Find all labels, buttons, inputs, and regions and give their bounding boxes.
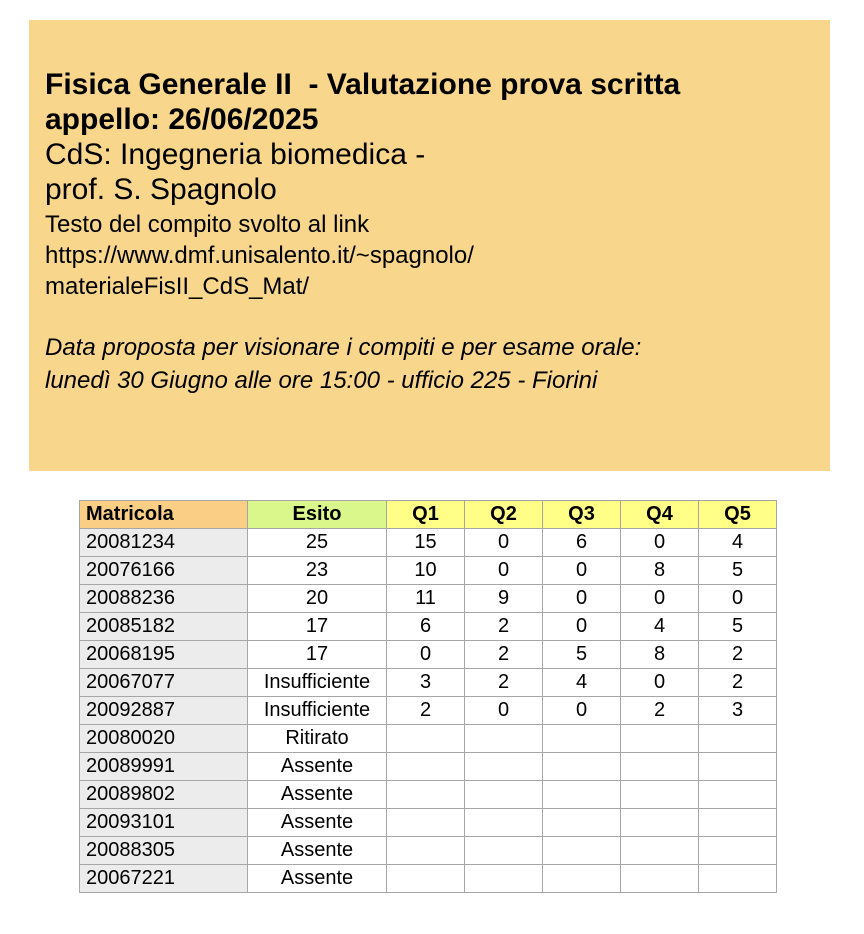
link-url-line-2[interactable]: materialeFisII_CdS_Mat/ (45, 273, 310, 300)
cell-q4: 8 (621, 641, 699, 669)
table-row (80, 837, 777, 865)
cell-q4: 2 (621, 697, 699, 725)
column-header-esito: Esito (248, 501, 387, 529)
prof-line: prof. S. Spagnolo (45, 173, 277, 206)
column-header-q4: Q4 (621, 501, 699, 529)
cell-esito: Assente (248, 781, 387, 809)
cell-matricola: 20080020 (80, 725, 248, 753)
cell-q1: 0 (387, 641, 465, 669)
cell-q2: 2 (465, 641, 543, 669)
column-header-q3: Q3 (543, 501, 621, 529)
cell-esito: 20 (248, 585, 387, 613)
table-row (80, 613, 777, 641)
table-row (80, 697, 777, 725)
cell-q4 (621, 781, 699, 809)
table-row (80, 669, 777, 697)
cell-q5: 2 (699, 669, 777, 697)
cell-q4: 8 (621, 557, 699, 585)
cell-q3: 0 (543, 697, 621, 725)
cell-esito: Assente (248, 809, 387, 837)
cell-q1: 2 (387, 697, 465, 725)
cell-q4: 0 (621, 669, 699, 697)
cell-q1 (387, 753, 465, 781)
cell-matricola: 20085182 (80, 613, 248, 641)
cell-q4 (621, 753, 699, 781)
cell-esito: Assente (248, 837, 387, 865)
grades-table (79, 500, 777, 893)
table-row (80, 865, 777, 893)
cell-q5 (699, 865, 777, 893)
title-line-2: appello: 26/06/2025 (45, 103, 319, 136)
cell-esito: Assente (248, 753, 387, 781)
cell-q2 (465, 809, 543, 837)
cell-q4: 0 (621, 529, 699, 557)
column-header-q2: Q2 (465, 501, 543, 529)
cell-matricola: 20089802 (80, 781, 248, 809)
cell-q2 (465, 753, 543, 781)
cell-q2 (465, 725, 543, 753)
table-row (80, 809, 777, 837)
cell-q4: 0 (621, 585, 699, 613)
table-header-row (80, 501, 777, 529)
table-row (80, 585, 777, 613)
cell-q1: 11 (387, 585, 465, 613)
cell-q3: 6 (543, 529, 621, 557)
cell-matricola: 20092887 (80, 697, 248, 725)
cell-q1: 6 (387, 613, 465, 641)
cell-q2: 0 (465, 529, 543, 557)
cell-esito: Insufficiente (248, 669, 387, 697)
link-intro: Testo del compito svolto al link (45, 211, 370, 238)
table-row (80, 641, 777, 669)
cell-matricola: 20088236 (80, 585, 248, 613)
cell-q2: 2 (465, 669, 543, 697)
cell-q3 (543, 753, 621, 781)
cell-esito: Ritirato (248, 725, 387, 753)
column-header-matricola: Matricola (80, 501, 248, 529)
cell-q5: 5 (699, 557, 777, 585)
cell-q5: 4 (699, 529, 777, 557)
cell-q4: 4 (621, 613, 699, 641)
cell-matricola: 20076166 (80, 557, 248, 585)
cell-q5: 2 (699, 641, 777, 669)
cell-matricola: 20067221 (80, 865, 248, 893)
cell-q5: 3 (699, 697, 777, 725)
cell-matricola: 20081234 (80, 529, 248, 557)
cell-q5 (699, 753, 777, 781)
table-row (80, 725, 777, 753)
cell-q5 (699, 725, 777, 753)
cell-matricola: 20068195 (80, 641, 248, 669)
cell-q1: 3 (387, 669, 465, 697)
cell-q2 (465, 865, 543, 893)
cell-q3: 5 (543, 641, 621, 669)
note-line-1: Data proposta per visionare i compiti e per esame orale: (45, 334, 642, 361)
cell-q1 (387, 865, 465, 893)
cell-matricola: 20093101 (80, 809, 248, 837)
cell-q3: 4 (543, 669, 621, 697)
cell-q1 (387, 837, 465, 865)
cell-q3: 0 (543, 557, 621, 585)
cell-q3: 0 (543, 585, 621, 613)
cell-q1 (387, 809, 465, 837)
cell-q2: 9 (465, 585, 543, 613)
column-header-q5: Q5 (699, 501, 777, 529)
cell-q5 (699, 809, 777, 837)
link-url-line-1[interactable]: https://www.dmf.unisalento.it/~spagnolo/ (45, 242, 474, 269)
cell-q5: 0 (699, 585, 777, 613)
note-line-2: lunedì 30 Giugno alle ore 15:00 - ufficio 225 - Fiorini (45, 367, 598, 394)
cell-esito: 17 (248, 641, 387, 669)
cell-matricola: 20089991 (80, 753, 248, 781)
table-row (80, 529, 777, 557)
cell-q2 (465, 837, 543, 865)
cell-q3: 0 (543, 613, 621, 641)
table-row (80, 781, 777, 809)
cell-q3 (543, 725, 621, 753)
cell-q4 (621, 837, 699, 865)
cell-esito: Assente (248, 865, 387, 893)
cell-q3 (543, 837, 621, 865)
cell-matricola: 20067077 (80, 669, 248, 697)
cell-q2: 2 (465, 613, 543, 641)
cell-esito: Insufficiente (248, 697, 387, 725)
cell-q4 (621, 865, 699, 893)
title-line-1: Fisica Generale II - Valutazione prova scritta (45, 68, 681, 101)
cell-q5: 5 (699, 613, 777, 641)
column-header-q1: Q1 (387, 501, 465, 529)
cell-esito: 17 (248, 613, 387, 641)
cell-q1 (387, 781, 465, 809)
cell-q3 (543, 865, 621, 893)
cell-esito: 25 (248, 529, 387, 557)
cell-q4 (621, 725, 699, 753)
table-row (80, 753, 777, 781)
cell-q3 (543, 781, 621, 809)
cell-q2 (465, 781, 543, 809)
cell-esito: 23 (248, 557, 387, 585)
header-box (29, 20, 830, 471)
cell-q2: 0 (465, 557, 543, 585)
cell-q1: 10 (387, 557, 465, 585)
cell-q3 (543, 809, 621, 837)
cell-q5 (699, 781, 777, 809)
cell-q5 (699, 837, 777, 865)
cell-matricola: 20088305 (80, 837, 248, 865)
cell-q4 (621, 809, 699, 837)
cds-line: CdS: Ingegneria biomedica - (45, 138, 426, 171)
cell-q1 (387, 725, 465, 753)
cell-q2: 0 (465, 697, 543, 725)
cell-q1: 15 (387, 529, 465, 557)
table-row (80, 557, 777, 585)
